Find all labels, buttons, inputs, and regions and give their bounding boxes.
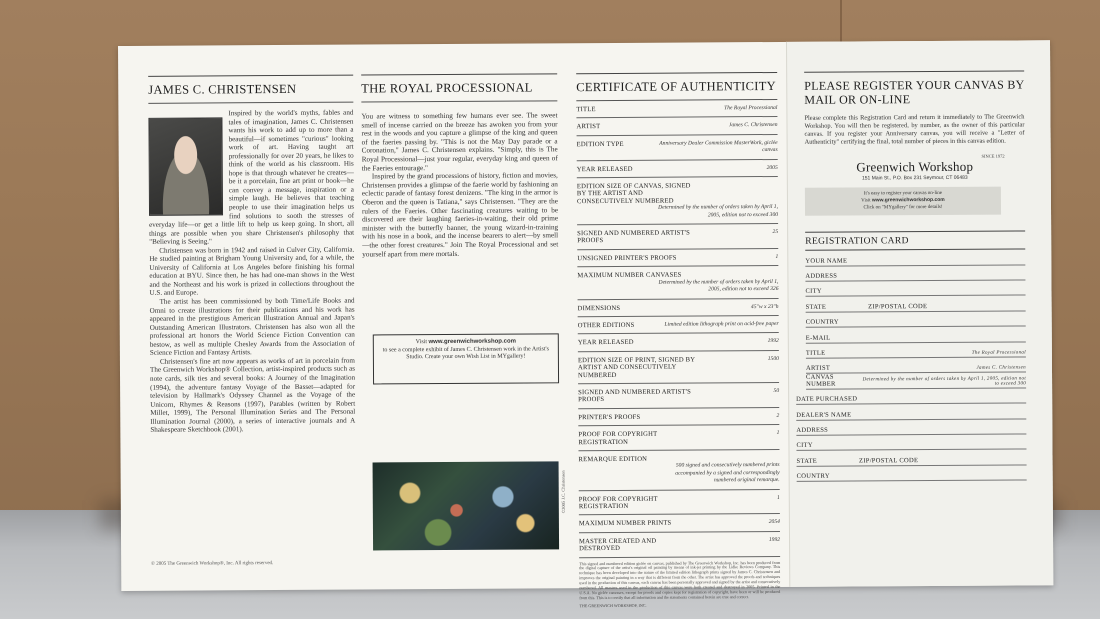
registration-field[interactable] [805,280,1025,297]
certificate-row-label: YEAR RELEASED [577,339,634,347]
registration-field[interactable] [796,388,1026,405]
artist-bio-title: JAMES C. CHRISTENSEN [148,76,353,104]
certificate-row-value: Determined by the number of orders taken by April 1, 2005, edition not to exceed 326 [658,278,779,293]
certificate-row-label: PROOF FOR COPYRIGHT REGISTRATION [578,430,658,446]
online-visit-label: Visit [861,198,871,204]
certificate-row-label: SIGNED AND NUMBERED ARTIST'S PROOFS [577,229,691,245]
registration-field-label: CANVAS NUMBER [806,373,836,388]
registration-field[interactable] [806,327,1026,344]
registration-fields-dealer [796,388,1027,482]
artist-portrait-photo [148,117,223,215]
registration-field-label: DEALER'S NAME [796,411,852,419]
certificate-row-label: MAXIMUM NUMBER CANVASES [577,271,682,280]
registration-field-label: ARTIST [805,364,831,373]
certificate-column [576,72,780,609]
certificate-row-label: MAXIMUM NUMBER PRINTS [578,520,672,528]
certificate-row [577,266,778,299]
certificate-row [577,135,778,161]
certificate-row-value: 1 [776,494,780,501]
certificate-row [577,224,778,250]
certificate-row-value: 1992 [768,536,781,543]
registration-fields-owner [805,250,1026,390]
processional-column [361,73,558,258]
certificate-row [578,298,779,317]
certificate-row-value: Limited edition lithograph print on acid-free paper [664,320,779,328]
greenwich-logo [805,153,1025,181]
processional-paragraph: Inspired by the grand processions of history, fiction and movies, Christensen provides a glimpse of the faerie world by fashioning an eclectic parade of fantasy forest denizens. "The king in the armor is Oberon and the queen is Tatiana," says Christensen. "They are the rulers of the Faeries. Other fascinating creatures waiting to be discovered are their laughing faeries-in-waiting, their old prime minister with the butterfly banner, the young wizard-in-training with his nose in a book, and the incense bearers to alert—by smell—the other forest creatures." Join The Royal Processional and set yourself apart from mere mortals. [361,171,559,259]
artist-bio-text [148,109,355,435]
registration-field[interactable] [796,419,1026,436]
registration-field-label: CITY [805,288,822,296]
registration-field-label: ZIP/POSTAL CODE [868,302,928,311]
copyright-notice: © 2005 The Greenwich Workshop®, Inc. All rights reserved. [151,561,274,567]
registration-column [796,70,1027,481]
certificate-row [576,117,777,136]
certificate-row-label: DIMENSIONS [577,304,621,312]
certificate-row-value: 2054 [768,519,780,526]
certificate-row-value: 25 [772,229,779,236]
registration-field[interactable] [797,465,1027,482]
certificate-row-label: EDITION SIZE OF PRINT, SIGNED BY ARTIST AND CONSECUTIVELY NUMBERED [577,356,695,379]
registration-field-label: STATE [805,303,827,311]
logo-address: 151 Main St., P.O. Box 231 Seymour, CT 06483 [861,174,968,182]
certificate-row-label: PRINTER'S PROOFS [578,413,641,421]
registration-field[interactable] [806,296,1026,313]
processional-paragraph: You are witness to something few humans ever see. The sweet smell of incense carried on the breeze has awoken you from your rest in the woods and you capture a glimpse of the king and queen of the faeries passing by. "This is not the May Day parade or a Coronation," James C. Christensen explains. "Simply, this is The Royal Processional—just your regular, everyday king and queen of the Faeries entourage." [361,111,558,173]
certificate-note: This signed and numbered edition giclée on canvas, published by The Greenwich Workshop, Inc. has been produced from the digital capture of the artist's original oil painting by means of ink-jet printing by the Lidke Reviews Company. This technique has been developed into the nature of the limited edition lithograph prints signed by James C. Christensen and improves the original painting in a way that is different from the other. The artist has approved the proofs and techniques used in the production of this canvas, each canvas has been personally approved and signed by the artist and consecutively numbered. All masters used in the production of this canvas were both created and destroyed in 2005. Printed in the U.S.A. No giclée canvases, except for proofs and copies kept for registration of copyright, have been or will be produced from this. This is to certify that all information and the statements contained herein are true and correct. [579,559,781,600]
bio-paragraph: The artist has been commissioned by both Time/Life Books and Omni to create illustrations for their publications and his work has appeared in the prestigious American Illustration Annual and Japan's Outstanding American Illustrators. Christensen has also won all the professional art honors the World Science Fiction Convention can bestow, as well as multiple Chesley Awards from the Association of Science Fiction and Fantasy Artists. [149,296,355,358]
certificate-row-value: 45"w x 23"h [750,303,779,310]
certificate-row [577,160,778,179]
processional-title: THE ROYAL PROCESSIONAL [361,74,557,102]
certificate-row [578,333,779,352]
certificate-row-label: YEAR RELEASED [576,165,633,173]
registration-field-label: E-MAIL [805,334,831,342]
registration-field-label: ADDRESS [796,426,829,434]
registration-field[interactable] [806,373,1026,390]
certificate-signature: THE GREENWICH WORKSHOP, INC. [579,603,647,609]
registration-field-label: COUNTRY [805,318,839,326]
registration-field-label: ZIP/POSTAL CODE [859,456,919,465]
registration-field-value: James C. Christensen [976,365,1027,372]
registration-field-label: STATE [796,457,818,465]
visit-label: Visit [415,339,428,346]
certificate-row-value: James C. Christensen [728,122,778,129]
certificate-row-label: REMARQUE EDITION [578,455,648,464]
registration-card-title: REGISTRATION CARD [805,231,1025,251]
registration-field-label: COUNTRY [796,472,830,480]
website-visit-box [373,333,559,384]
certificate-row-value: 1 [775,253,779,260]
registration-field[interactable] [805,250,1025,267]
certificate-row [578,316,779,335]
online-register-box [805,187,1001,216]
painting-credit: ©2005 J.C. Christensen [560,470,566,514]
website-link[interactable]: www.greenwichworkshop.com [428,338,516,346]
logo-name: Greenwich Workshop [856,158,974,175]
certificate-row-value: 1992 [767,338,779,345]
registration-intro: Please complete this Registration Card and return it immediately to The Greenwich Workshop. You will then be registered, by number, as the owner of this particular canvas. If you register your Anniversary canvas, you will receive a "Letter of Authenticity" certifying the final, total number of pieces in this canvas edition. [804,113,1025,146]
registration-field-label: ADDRESS [805,272,838,280]
brochure-sheet [118,40,1053,609]
registration-heading: PLEASE REGISTER YOUR CANVAS BY MAIL OR ON-LINE [804,77,1025,107]
registration-field-value: The Royal Processional [971,350,1026,356]
certificate-row-value: Anniversary Dealer Commission MasterWork, giclée canvas [659,139,778,154]
certificate-row-label: OTHER EDITIONS [577,321,635,330]
certificate-row-label: PROOF FOR COPYRIGHT REGISTRATION [578,495,658,511]
certificate-row-label: TITLE [576,106,596,114]
registration-field-label: CITY [796,442,813,450]
certificate-row-value: 500 signed and consecutively numbered prints accompanied by a signed and correspondingly numbered original remarque. [675,462,780,484]
registration-field[interactable] [806,311,1026,328]
certificate-row [577,177,778,225]
certificate-row [578,450,779,491]
certificate-row [578,351,779,384]
certificate-title: CERTIFICATE OF AUTHENTICITY [576,73,777,101]
registration-field[interactable] [796,450,1026,467]
registration-field-label: DATE PURCHASED [796,395,858,403]
registration-field[interactable] [806,357,1026,374]
certificate-row-value: 2005 [766,164,778,171]
certificate-row-label: EDITION TYPE [576,140,624,149]
online-website-link[interactable]: www.greenwichworkshop.com [871,197,945,204]
registration-field[interactable] [796,434,1026,451]
certificate-row-value: 2 [776,412,780,419]
visit-description: to see a complete exhibit of James C. Christensen work in the Artist's Studio. Create your own Wish List in MYgallery! [382,345,549,361]
registration-field-label: YOUR NAME [805,257,848,265]
bio-paragraph: Christensen's fine art now appears as works of art in porcelain from The Greenwich Workshop® Collection, artist-inspired products such as note cards, silk ties and several books: A Journey of the Imagination (1994), the adventure fantasy Voyage of the Basset—adapted for television by Hallmark's Odyssey Channel as the Voyage of the Unicorn, Rhymes & Reasons (1997), Parables (written by Robert Millet, 1999), The Personal Illumination Series and The Personal Illumination Journal (2000), a series of interactive journals and A Shakespeare Sketchbook (2001). [149,356,356,435]
registration-field-value: Determined by the number of orders taken by April 1, 2005, edition not to exceed 300 [862,376,1027,387]
certificate-row-value: 50 [773,387,780,394]
certificate-row-label: SIGNED AND NUMBERED ARTIST'S PROOFS [578,388,691,404]
certificate-row-label: UNSIGNED PRINTER'S PROOFS [577,254,677,263]
registration-field[interactable] [805,265,1025,282]
certificate-row-value: The Royal Processional [724,104,778,112]
certificate-row [579,490,780,516]
certificate-row-value: 1 [776,430,780,437]
logo-since: SINCE 1972 [981,153,1005,159]
registration-field[interactable] [806,342,1026,359]
certificate-row-label: EDITION SIZE OF CANVAS, SIGNED BY THE ARTIST AND CONSECUTIVELY NUMBERED [576,182,691,206]
certificate-row [577,249,778,268]
registration-field[interactable] [796,404,1026,421]
online-line: Click on "MYgallery" for more details! [863,204,943,211]
registration-field-label: TITLE [805,349,826,357]
online-line: It's easy to register your canvas on-line [863,190,942,197]
artist-bio-column [148,75,355,435]
certificate-row-label: MASTER CREATED AND DESTROYED [579,537,657,553]
certificate-row [578,408,779,427]
certificate-row [578,383,779,409]
certificate-row-value: Determined by the number of orders taken by April 1, 2005, edition not to exceed 300 [658,204,779,219]
bio-paragraph: Christensen was born in 1942 and raised in Culver City, California. He studied painting at Brigham Young University and, for a while, the University of California at Los Angeles before finishing his formal education at BYU. Since then, he has had one-man shows in the West and the Northeast and his work is prized in collections throughout the U.S. and Europe. [149,245,355,298]
certificate-rows [576,100,780,558]
certificate-row [579,532,780,558]
bio-paragraph: Inspired by the world's myths, fables and tales of imagination, James C. Christensen wants his work to add up to more than a beautiful—if sometimes "curious" looking work of art. Having taught art professionally for over 20 years, he likes to think of the world as his classroom. His hope is that through whatever he creates—be it a porcelain, fine art print or book—he can convey a message, inspiration or a simple laugh. He believes that teaching people to use their imagination helps us find solutions to sooth the stresses of everyday life—or get a little lift to help us keep going. In short, all things are possible when you share Christensen's philosophy that "Believing is Seeing." [149,108,355,247]
certificate-row [578,425,779,451]
painting-image [373,461,560,550]
processional-text [361,111,558,258]
certificate-row-value: 1500 [767,355,779,362]
certificate-row [576,100,777,119]
certificate-row-label: ARTIST [576,123,601,131]
certificate-row [579,514,780,533]
